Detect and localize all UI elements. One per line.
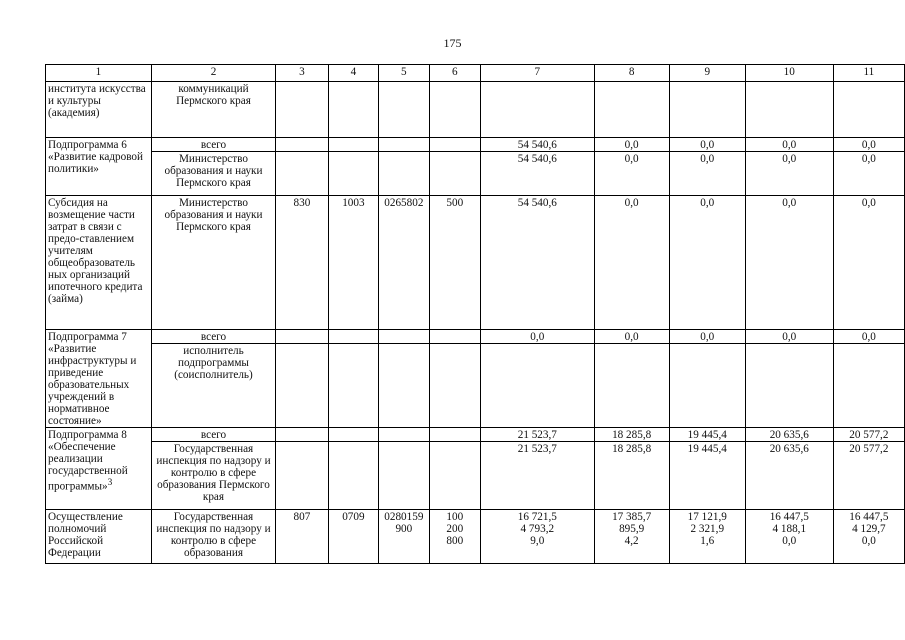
cell <box>833 344 904 428</box>
column-number-row <box>46 65 905 82</box>
cell <box>594 344 669 428</box>
cell <box>429 152 480 196</box>
column-number: 7 <box>481 65 595 82</box>
page-number: 175 <box>443 36 462 50</box>
table-row <box>46 138 905 152</box>
cell <box>429 428 480 442</box>
cell <box>429 330 480 344</box>
cell: 18 285,8 <box>594 442 669 510</box>
table-row <box>46 442 905 510</box>
row-name: института искусства и культуры (академия) <box>46 82 152 138</box>
cell <box>745 82 833 138</box>
cell: 20 635,6 <box>745 442 833 510</box>
cell <box>594 510 669 564</box>
cell-line: 800 <box>446 535 464 547</box>
table-row <box>46 344 905 428</box>
cell <box>379 330 429 344</box>
footnote-marker: 3 <box>107 478 113 488</box>
row-executor: всего <box>151 428 276 442</box>
row-name: Осуществление полномочий Российской Федерации <box>46 510 152 564</box>
row-executor: исполнитель подпрограммы (соисполнитель) <box>151 344 276 428</box>
cell-line: 0,0 <box>861 535 876 547</box>
cell <box>276 152 328 196</box>
cell: 20 577,2 <box>833 428 904 442</box>
column-number: 5 <box>379 65 429 82</box>
row-executor: Государственная инспекция по надзору и контролю в сфере образования Пермского края <box>151 442 276 510</box>
cell <box>429 138 480 152</box>
cell <box>379 344 429 428</box>
column-number: 2 <box>151 65 276 82</box>
column-number: 8 <box>594 65 669 82</box>
column-number: 4 <box>328 65 378 82</box>
cell <box>745 344 833 428</box>
cell: 1003 <box>328 196 378 330</box>
cell: 19 445,4 <box>669 428 745 442</box>
cell-line: 9,0 <box>530 535 545 547</box>
row-executor: Государственная инспекция по надзору и контролю в сфере образования <box>151 510 276 564</box>
cell: 20 577,2 <box>833 442 904 510</box>
cell: 0,0 <box>745 196 833 330</box>
cell: 0,0 <box>594 330 669 344</box>
cell <box>669 344 745 428</box>
budget-table <box>45 64 905 564</box>
table-row <box>46 330 905 344</box>
cell <box>669 510 745 564</box>
cell <box>481 82 595 138</box>
column-number: 10 <box>745 65 833 82</box>
cell <box>379 138 429 152</box>
cell: 830 <box>276 196 328 330</box>
cell <box>429 442 480 510</box>
cell-line: 4 793,2 <box>520 523 555 535</box>
cell-line: 4,2 <box>624 535 639 547</box>
cell-line: 4 129,7 <box>852 523 886 535</box>
cell: 0,0 <box>669 330 745 344</box>
row-executor: всего <box>151 330 276 344</box>
cell <box>833 82 904 138</box>
cell: 0709 <box>328 510 378 564</box>
cell-line: 0,0 <box>782 535 797 547</box>
row-name-text: Подпрограмма 8 «Обеспечение реализации государственной программы» <box>48 429 128 493</box>
cell: 19 445,4 <box>669 442 745 510</box>
cell-line: 1,6 <box>700 535 715 547</box>
cell <box>669 82 745 138</box>
table-row <box>46 196 905 330</box>
cell <box>328 138 378 152</box>
cell <box>328 330 378 344</box>
cell: 0,0 <box>669 138 745 152</box>
cell <box>276 428 328 442</box>
row-name: Субсидия на возмещение части затрат в связи с предо-ставлением учителям общеобразователь ных организаций ипотечного кредита (займа) <box>46 196 152 330</box>
table-row <box>46 510 905 564</box>
row-name: Подпрограмма 7 «Развитие инфраструктуры и приведение образовательных учреждений в нормативное состояние» <box>46 330 152 428</box>
cell-line: 17 385,7 <box>612 511 652 523</box>
cell: 0,0 <box>745 330 833 344</box>
table-row <box>46 82 905 138</box>
cell: 0,0 <box>833 138 904 152</box>
cell-line: 16 447,5 <box>849 511 889 523</box>
column-number: 3 <box>276 65 328 82</box>
column-number: 11 <box>833 65 904 82</box>
cell: 0,0 <box>669 152 745 196</box>
cell <box>379 152 429 196</box>
cell: 0,0 <box>594 196 669 330</box>
table-row <box>46 428 905 442</box>
cell: 0,0 <box>669 196 745 330</box>
cell <box>276 82 328 138</box>
cell <box>429 82 480 138</box>
cell-line: 895,9 <box>619 523 645 535</box>
cell <box>379 428 429 442</box>
cell <box>328 344 378 428</box>
row-executor: Министерство образования и науки Пермского края <box>151 152 276 196</box>
cell-line: 2 321,9 <box>690 523 725 535</box>
cell <box>276 442 328 510</box>
cell-line: 200 <box>446 523 464 535</box>
cell <box>379 82 429 138</box>
cell: 54 540,6 <box>481 138 595 152</box>
column-number: 9 <box>669 65 745 82</box>
table-row <box>46 152 905 196</box>
cell: 0,0 <box>594 138 669 152</box>
cell: 21 523,7 <box>481 428 595 442</box>
cell-line: 4 188,1 <box>772 523 807 535</box>
row-executor: коммуникаций Пермского края <box>151 82 276 138</box>
cell: 0265802 <box>379 196 429 330</box>
cell: 0280159 900 <box>379 510 429 564</box>
cell: 20 635,6 <box>745 428 833 442</box>
cell: 0,0 <box>481 330 595 344</box>
cell <box>276 138 328 152</box>
cell: 807 <box>276 510 328 564</box>
cell <box>429 510 480 564</box>
cell <box>429 344 480 428</box>
cell: 54 540,6 <box>481 196 595 330</box>
cell: 0,0 <box>833 152 904 196</box>
cell: 54 540,6 <box>481 152 595 196</box>
cell: 500 <box>429 196 480 330</box>
row-name <box>46 428 152 510</box>
row-executor: Министерство образования и науки Пермского края <box>151 196 276 330</box>
cell: 18 285,8 <box>594 428 669 442</box>
cell <box>833 510 904 564</box>
cell <box>328 82 378 138</box>
column-number: 6 <box>429 65 480 82</box>
cell <box>276 344 328 428</box>
cell <box>594 82 669 138</box>
cell: 0,0 <box>594 152 669 196</box>
cell: 21 523,7 <box>481 442 595 510</box>
row-name: Подпрограмма 6 «Развитие кадровой политики» <box>46 138 152 196</box>
cell: 0,0 <box>745 152 833 196</box>
cell <box>328 428 378 442</box>
cell: 0,0 <box>833 330 904 344</box>
cell-line: 16 721,5 <box>517 511 557 523</box>
cell-line: 17 121,9 <box>687 511 727 523</box>
cell-line: 16 447,5 <box>769 511 809 523</box>
cell <box>276 330 328 344</box>
row-executor: всего <box>151 138 276 152</box>
cell <box>481 344 595 428</box>
cell: 0,0 <box>745 138 833 152</box>
column-number: 1 <box>46 65 152 82</box>
cell <box>328 442 378 510</box>
cell: 0,0 <box>833 196 904 330</box>
cell <box>328 152 378 196</box>
cell <box>379 442 429 510</box>
cell <box>745 510 833 564</box>
cell <box>481 510 595 564</box>
cell-line: 100 <box>446 511 464 523</box>
